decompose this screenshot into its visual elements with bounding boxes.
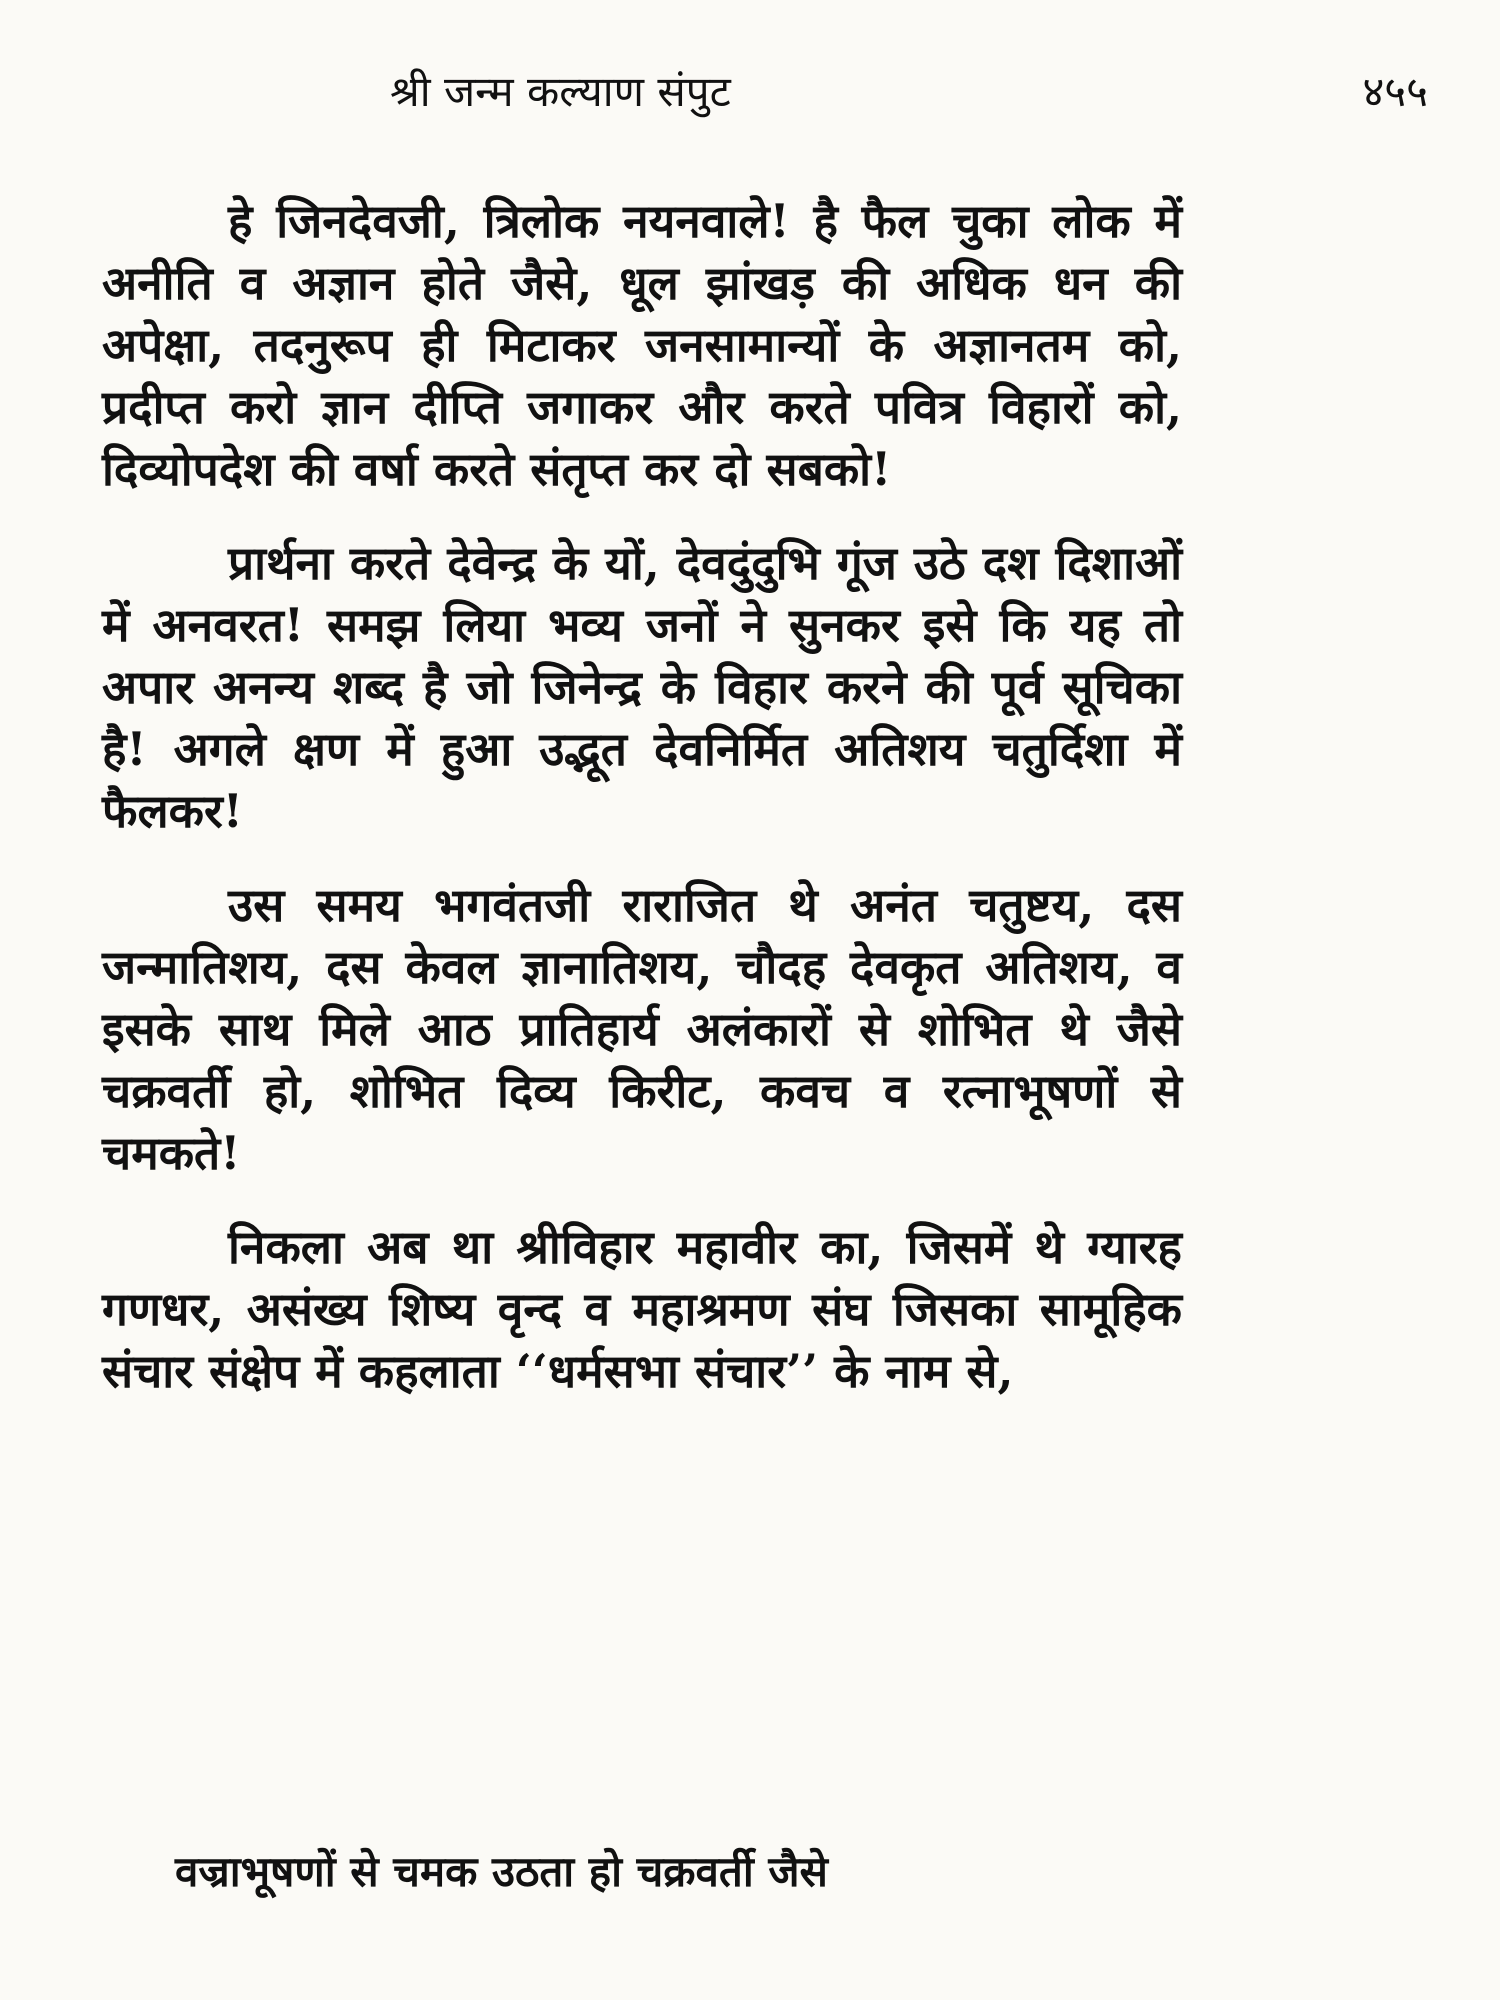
footnote: वज्राभूषणों से चमक उठता हो चक्रवर्ती जैसे [175,1847,828,1896]
paragraph-3: उस समय भगवंतजी राराजित थे अनंत चतुष्टय, दस जन्मातिशय, दस केवल ज्ञानातिशय, चौदह देवकृत अतिशय, व इसके साथ मिले आठ प्रातिहार्य अलंकारों से शोभित थे जैसे चक्रवर्ती हो, शोभित दिव्य किरीट, कवच व रत्नाभूषणों से चमकते! [102,878,1182,1180]
paragraph-1: हे जिनदेवजी, त्रिलोक नयनवाले! है फैल चुका लोक में अनीति व अज्ञान होते जैसे, धूल झांखड़ की अधिक धन की अपेक्षा, तदनुरूप ही मिटाकर जनसामान्यों के अज्ञानतम को, प्रदीप्त करो ज्ञान दीप्ति जगाकर और करते पवित्र विहारों को, दिव्योपदेश की वर्षा करते संतृप्त कर दो सबको! [102,194,1182,496]
paragraph-4: निकला अब था श्रीविहार महावीर का, जिसमें थे ग्यारह गणधर, असंख्य शिष्य वृन्द व महाश्रमण संघ जिसका सामूहिक संचार संक्षेप में कहलाता ‘‘धर्मसभा संचार’’ के नाम से, [102,1220,1182,1398]
running-title: श्री जन्म कल्याण संपुट [390,67,731,116]
body-text [102,190,1182,1434]
page-number: ४५५ [1362,67,1428,116]
paragraph-2: प्रार्थना करते देवेन्द्र के यों, देवदुंदुभि गूंज उठे दश दिशाओं में अनवरत! समझ लिया भव्य जनों ने सुनकर इसे कि यह तो अपार अनन्य शब्द है जो जिनेन्द्र के विहार करने की पूर्व सूचिका है! अगले क्षण में हुआ उद्भूत देवनिर्मित अतिशय चतुर्दिशा में फैलकर! [102,536,1182,838]
page-header [0,62,1500,122]
